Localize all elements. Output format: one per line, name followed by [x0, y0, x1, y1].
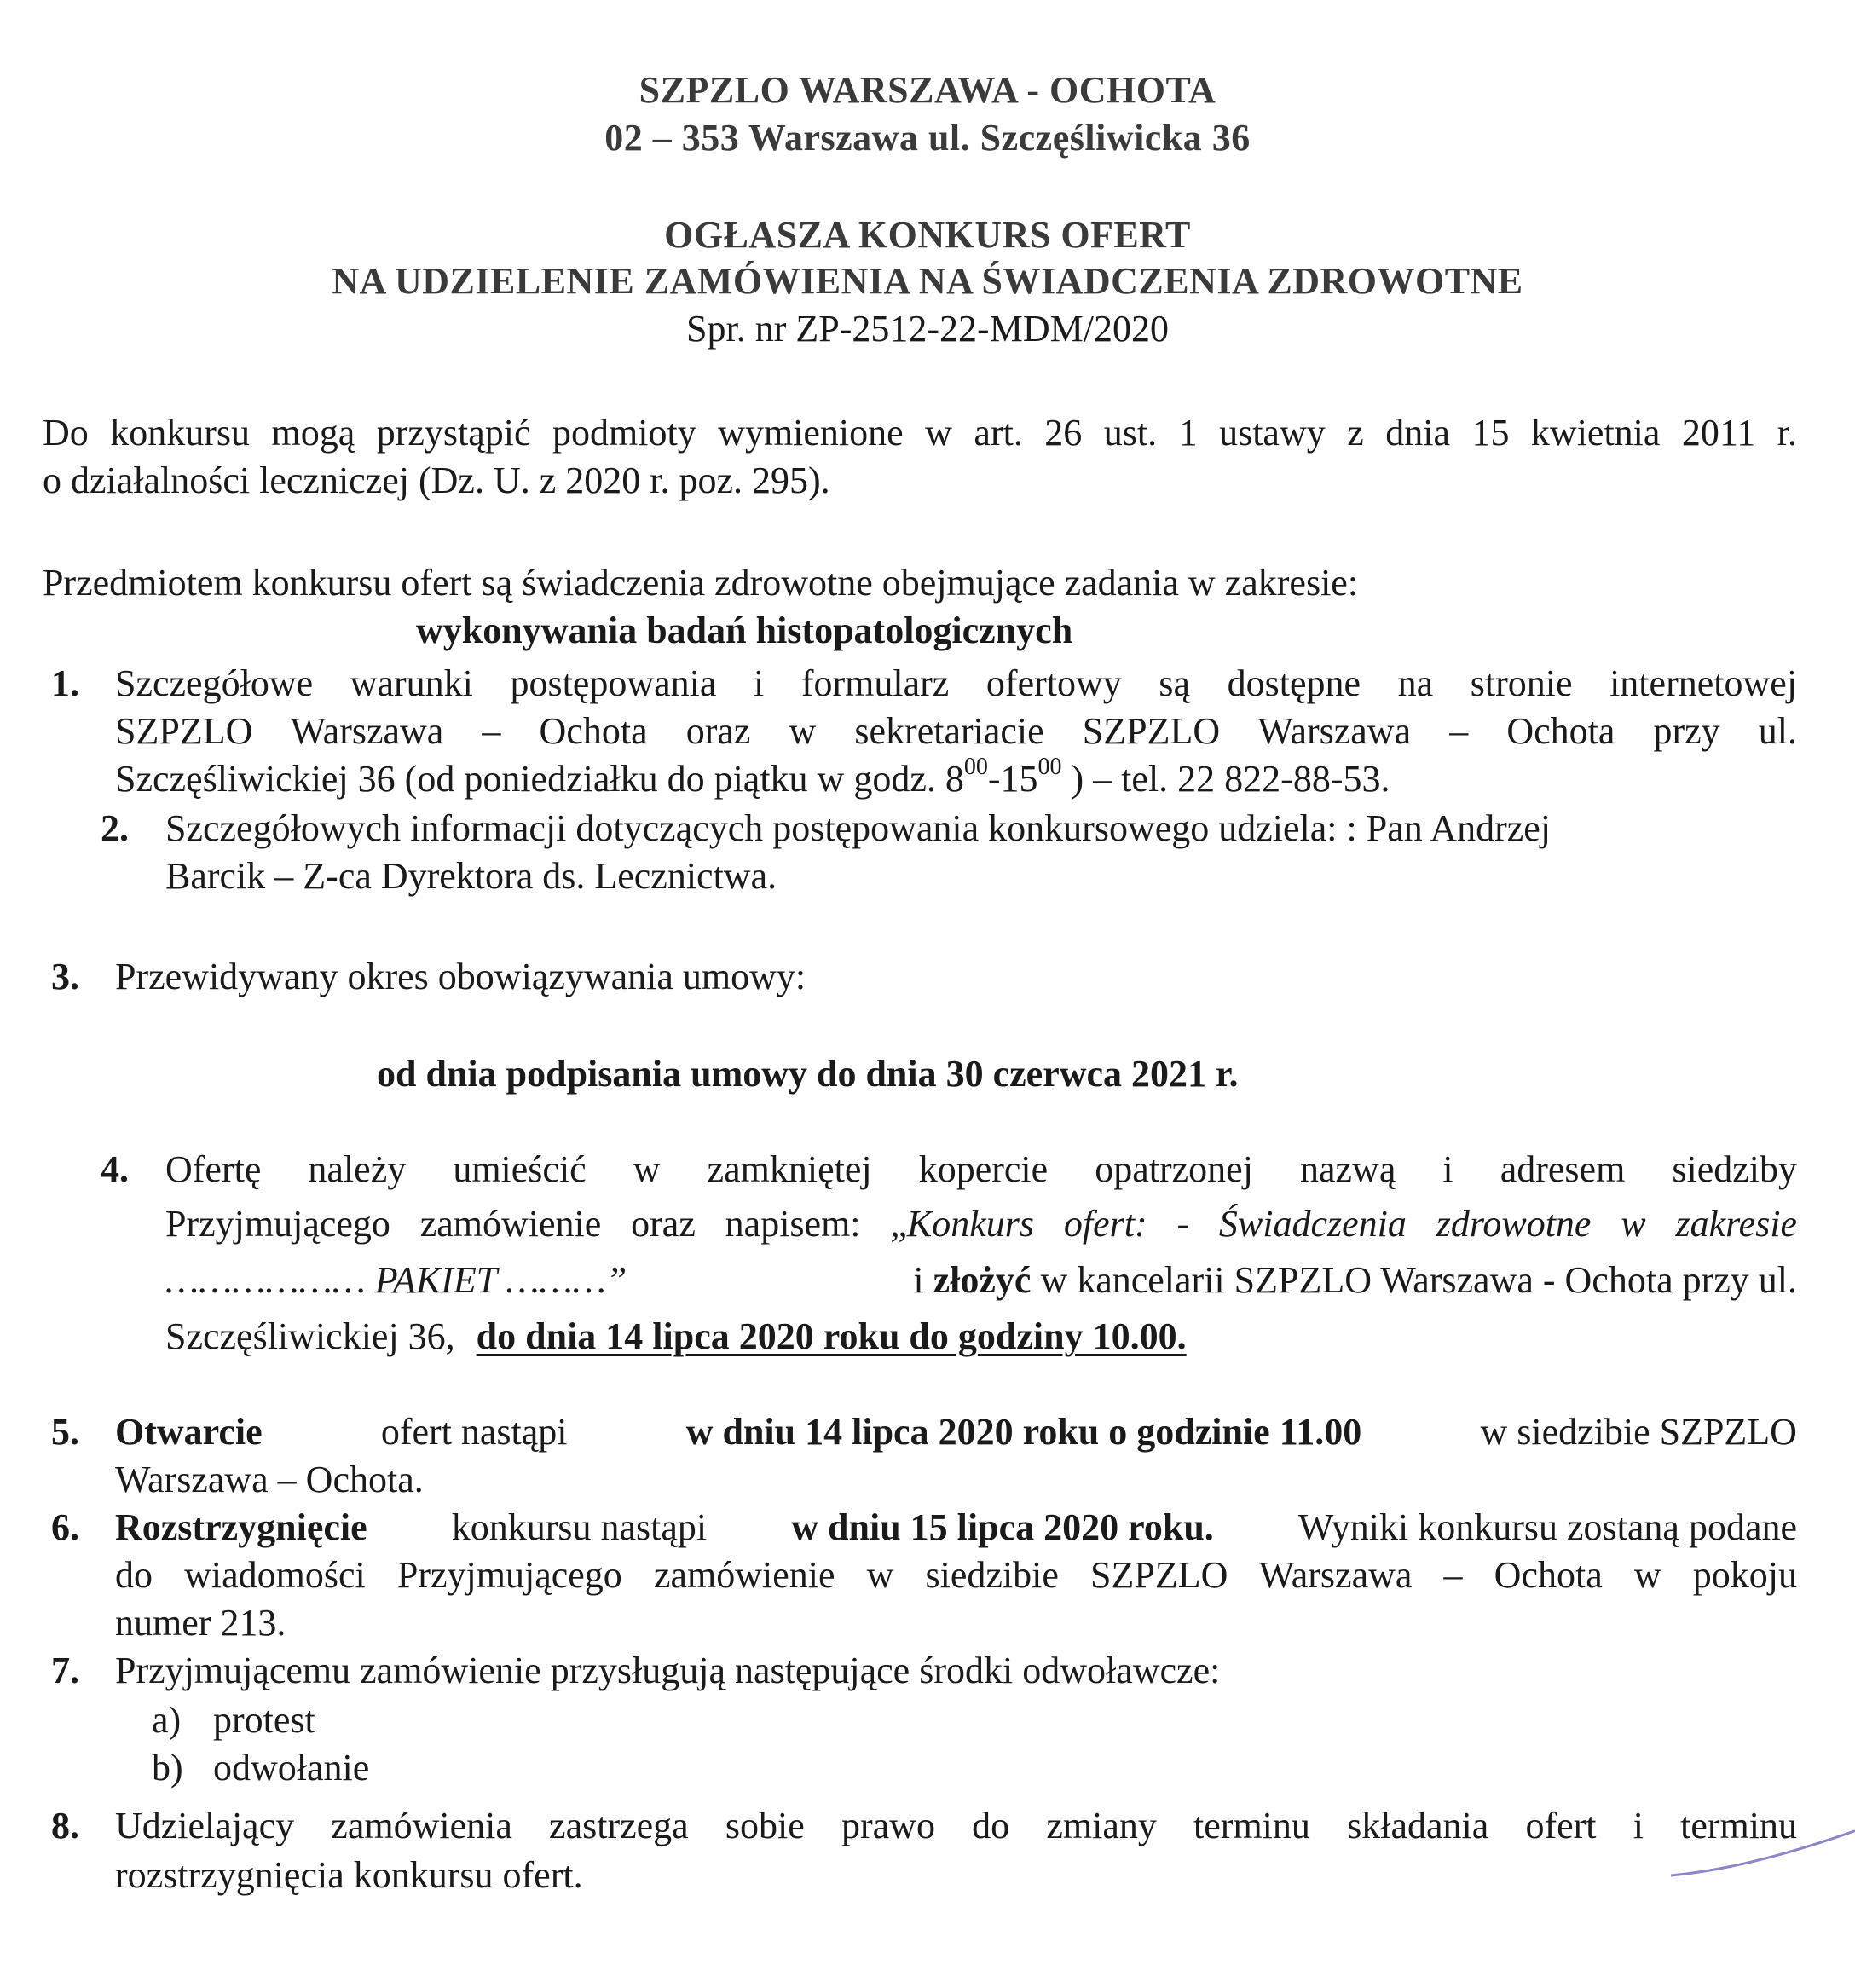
item-6-line-1 [115, 1504, 1797, 1552]
item-1-hours-text-2: -15 [987, 758, 1038, 800]
item-7-number: 7. [51, 1650, 79, 1691]
item-8-number: 8. [51, 1805, 79, 1846]
item-1-number: 1. [51, 662, 79, 704]
item-4-line-4 [165, 1313, 1187, 1361]
resolution-label: Rozstrzygnięcie [115, 1506, 367, 1548]
item-1-hours-sup-1: 00 [963, 754, 988, 780]
item-8-line-1: Udzielający zamówienia zastrzega sobie prawo do zmiany terminu składania ofert i terminu [115, 1805, 1797, 1846]
item-5-text: ofert nastąpi [380, 1411, 568, 1453]
item-1-line-1: Szczegółowe warunki postępowania i formularz ofertowy są dostępne na stronie internetowej [115, 662, 1797, 704]
remedy-a-text: protest [213, 1699, 315, 1741]
item-4-number: 4. [101, 1148, 129, 1190]
item-8-line-2: rozstrzygnięcia konkursu ofert. [115, 1854, 583, 1896]
item-1-hours-text: Szczęśliwickiej 36 (od poniedziałku do piątku w godz. 8 [115, 758, 964, 800]
subject-line: Przedmiotem konkursu ofert są świadczenia zdrowotne obejmujące zadania w zakresie: [43, 562, 1359, 604]
item-2-number: 2. [101, 807, 129, 849]
remedy-a-label: a) [152, 1699, 182, 1741]
item-2-line-2: Barcik – Z-ca Dyrektora ds. Lecznictwa. [165, 855, 777, 897]
item-5-line-1 [115, 1408, 1797, 1456]
announcement-title: OGŁASZA KONKURS OFERT [664, 214, 1191, 256]
subject-scope: wykonywania badań histopatologicznych [416, 610, 1073, 651]
item-4-office: w kancelarii SZPZLO Warszawa - Ochota przy ul. [1031, 1259, 1797, 1301]
item-6-line-3: numer 213. [115, 1602, 286, 1644]
item-5-number: 5. [51, 1411, 79, 1453]
item-1-phone: ) – tel. 22 822-88-53. [1061, 758, 1390, 800]
item-4-line-2 [165, 1200, 1797, 1248]
intro-line-1: Do konkursu mogą przystąpić podmioty wymienione w art. 26 ust. 1 ustawy z dnia 15 kwietnia 2011 r. [43, 412, 1797, 454]
remedy-b-text: odwołanie [213, 1747, 370, 1789]
opening-date: w dniu 14 lipca 2020 roku o godzinie 11.00 [685, 1411, 1362, 1453]
item-4-envelope-label: Konkurs ofert: - Świadczenia zdrowotne w zakresie [906, 1203, 1798, 1245]
item-5-location: w siedzibie SZPZLO [1480, 1411, 1797, 1453]
item-4-line-1: Ofertę należy umieścić w zamkniętej kopercie opatrzonej nazwą i adresem siedziby [165, 1148, 1797, 1190]
opening-label: Otwarcie [115, 1411, 263, 1453]
org-address: 02 – 353 Warszawa ul. Szczęśliwicka 36 [604, 117, 1251, 159]
item-4-submit-verb: złożyć [933, 1259, 1032, 1301]
item-5-line-2: Warszawa – Ochota. [115, 1459, 424, 1500]
item-4-conjunction: i [913, 1259, 933, 1301]
item-2-line-1: Szczegółowych informacji dotyczących postępowania konkursowego udziela: : Pan Andrzej [165, 807, 1552, 849]
item-4-label-text: Przyjmującego zamówienie oraz napisem: „ [165, 1203, 907, 1245]
item-4-package-placeholder: ……………… PAKIET ………” [165, 1259, 627, 1301]
item-6-line-2: do wiadomości Przyjmującego zamówienie w siedzibie SZPZLO Warszawa – Ochota w pokoju [115, 1554, 1797, 1596]
org-name: SZPZLO WARSZAWA - OCHOTA [639, 69, 1216, 111]
submission-deadline: do dnia 14 lipca 2020 roku do godziny 10.00. [476, 1315, 1187, 1357]
case-number: Spr. nr ZP-2512-22-MDM/2020 [686, 308, 1169, 350]
item-6-results: Wyniki konkursu zostaną podane [1297, 1506, 1797, 1548]
item-6-number: 6. [51, 1506, 79, 1548]
remedy-b-label: b) [152, 1747, 183, 1789]
announcement-subtitle: NA UDZIELENIE ZAMÓWIENIA NA ŚWIADCZENIA ZDROWOTNE [332, 260, 1523, 302]
item-6-text: konkursu nastąpi [451, 1506, 708, 1548]
item-4-submit-text [913, 1257, 1797, 1304]
item-1-hours-sup-2: 00 [1037, 754, 1062, 780]
item-1-line-2: SZPZLO Warszawa – Ochota oraz w sekretariacie SZPZLO Warszawa – Ochota przy ul. [115, 710, 1797, 752]
item-4-line-3 [165, 1257, 1797, 1304]
pen-stroke-mark [1671, 1824, 1855, 1884]
item-3-number: 3. [51, 956, 79, 997]
resolution-date: w dniu 15 lipca 2020 roku. [791, 1506, 1214, 1548]
item-3-line-1: Przewidywany okres obowiązywania umowy: [115, 956, 806, 997]
item-1-line-3 [115, 755, 1390, 803]
item-7-line-1: Przyjmującemu zamówienie przysługują następujące środki odwoławcze: [115, 1650, 1221, 1691]
contract-period: od dnia podpisania umowy do dnia 30 czerwca 2021 r. [377, 1053, 1239, 1095]
intro-line-2: o działalności leczniczej (Dz. U. z 2020 r. poz. 295). [43, 459, 830, 501]
item-4-street: Szczęśliwickiej 36, [165, 1315, 465, 1357]
